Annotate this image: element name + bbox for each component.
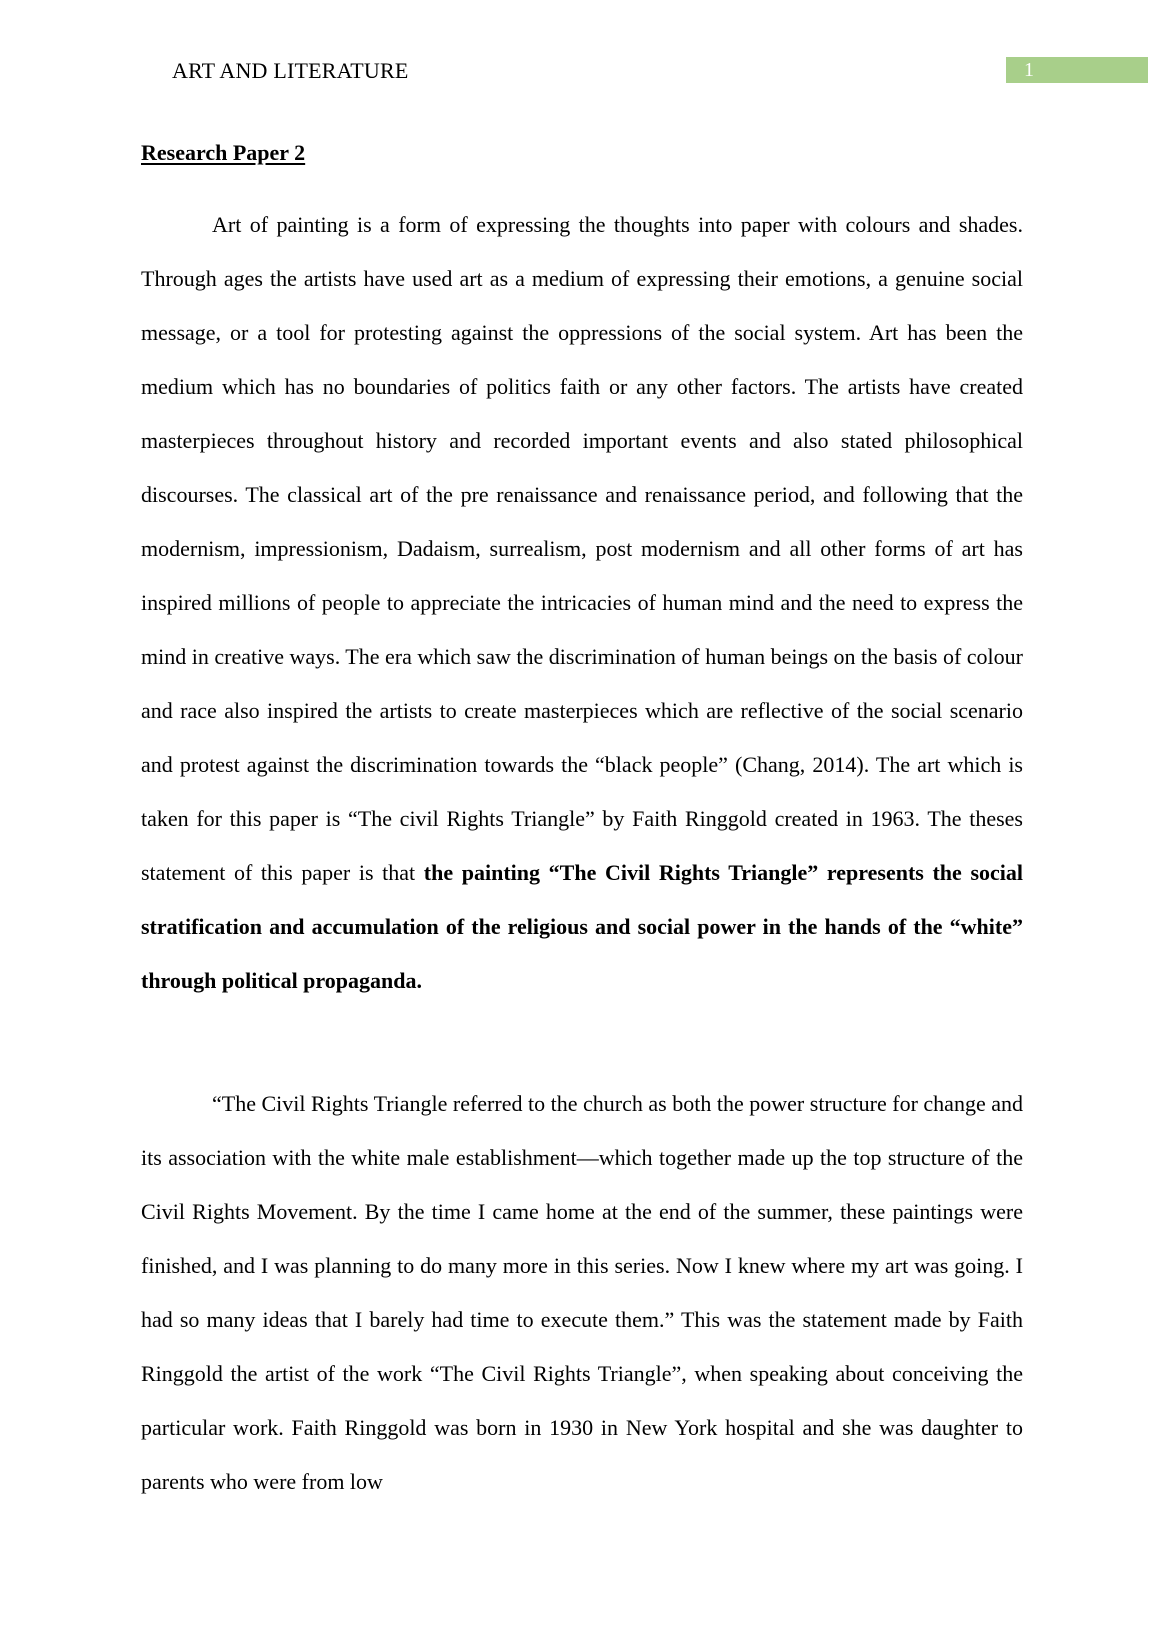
page-number: 1	[1006, 57, 1148, 83]
paragraph-text: Art of painting is a form of expressing the thoughts into paper with colours and shades. Through ages the artists have used art as a medium of expressing their emotions, a genuine social message, or a tool for protesting against the oppressions of the social system. Art has been the medium which has no boundaries of politics faith or any other factors. The artists have created masterpieces throughout history and recorded important events and also stated philosophical discourses. The classical art of the pre renaissance and renaissance period, and following that the modernism, impressionism, Dadaism, surrealism, post modernism and all other forms of art has inspired millions of people to appreciate the intricacies of human mind and the need to express the mind in creative ways. The era which saw the discrimination of human beings on the basis of colour and race also inspired the artists to create masterpieces which are reflective of the social scenario and protest against the discrimination towards the “black people” (Chang, 2014). The art which is taken for this paper is “The civil Rights Triangle” by Faith Ringgold created in 1963. The theses statement of this paper is that	[141, 212, 1023, 885]
paragraph-artist-quote	[141, 1077, 1023, 1509]
paragraph-text: “The Civil Rights Triangle referred to the church as both the power structure for change and its association with the white male establishment—which together made up the top structure of the Civil Rights Movement. By the time I came home at the end of the summer, these paintings were finished, and I was planning to do many more in this series. Now I knew where my art was going. I had so many ideas that I barely had time to execute them.” This was the statement made by Faith Ringgold the artist of the work “The Civil Rights Triangle”, when speaking about conceiving the particular work. Faith Ringgold was born in 1930 in New York hospital and she was daughter to parents who were from low	[141, 1091, 1023, 1494]
paragraph-introduction	[141, 198, 1023, 1008]
document-title: Research Paper 2	[141, 140, 306, 165]
thesis-statement: the painting “The Civil Rights Triangle” represents the social stratification and accumulation of the religious and social power in the hands of the “white” through political propaganda.	[141, 860, 1024, 993]
running-head: ART AND LITERATURE	[172, 58, 409, 83]
